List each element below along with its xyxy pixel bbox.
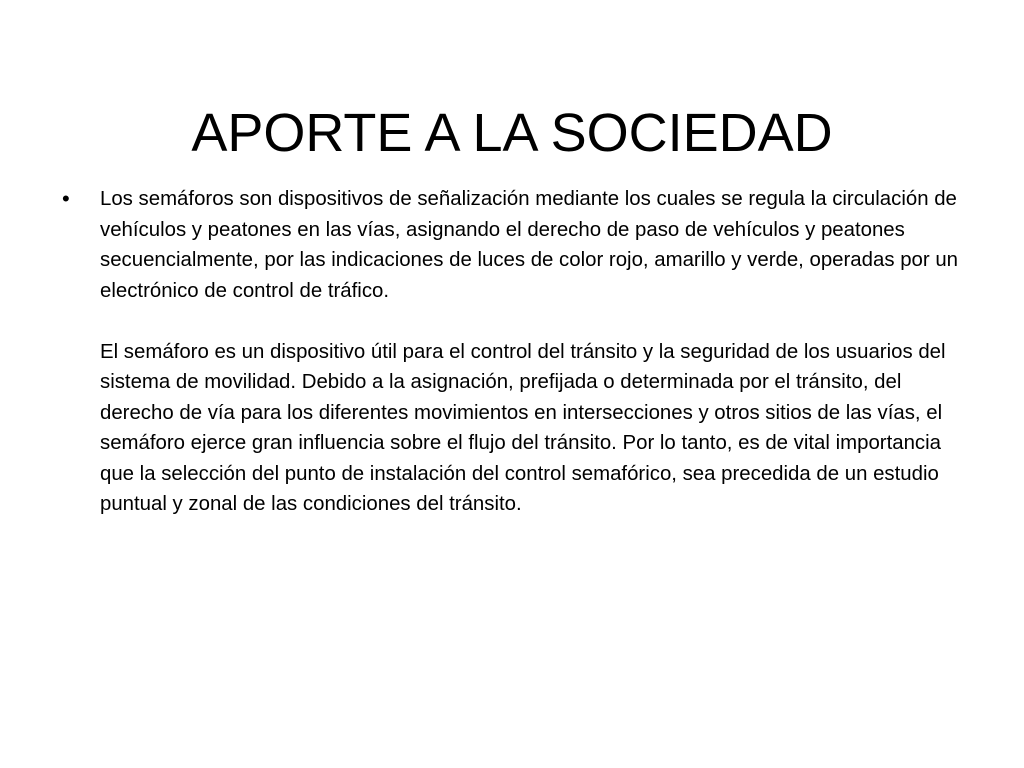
bullet-item [60,184,970,520]
paragraph-semaforos-definicion: Los semáforos son dispositivos de señalización mediante los cuales se regula la circulación de vehículos y peatones en las vías, asignando el derecho de paso de vehículos y peatones secuencialmente, por las indicaciones de luces de color rojo, amarillo y verde, operadas por un electrónico de control de tráfico. [100,188,959,302]
slide-body [60,184,970,520]
slide-title: APORTE A LA SOCIEDAD [191,103,833,164]
bullet-icon: • [62,186,70,211]
paragraph-semaforo-importancia: El semáforo es un dispositivo útil para el control del tránsito y la seguridad de los usuarios del sistema de movilidad. Debido a la asignación, prefijada o determinada por el tránsito, del derecho de vía para los diferentes movimientos en intersecciones y otros sitios de las vías, el semáforo ejerce gran influencia sobre el flujo del tránsito. Por lo tanto, es de vital importancia que la selección del punto de instalación del control semafórico, sea precedida de un estudio puntual y zonal de las condiciones del tránsito. [100,340,946,515]
